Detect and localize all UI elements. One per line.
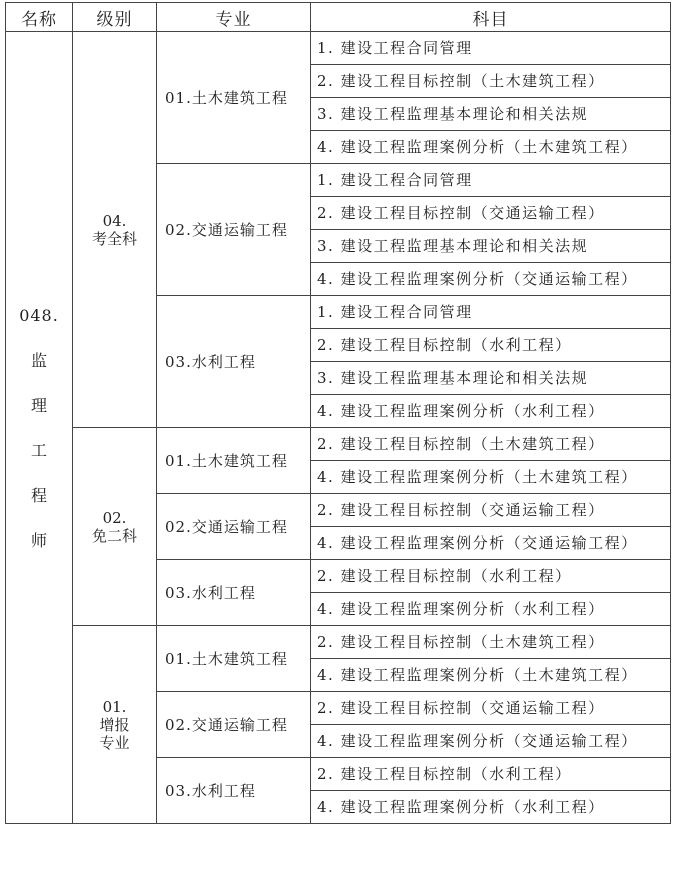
qualification-char: 程 [30,485,47,505]
major-cell: 01.土木建筑工程 [157,626,311,692]
qualification-char: 理 [30,395,47,415]
major-cell: 01.土木建筑工程 [157,428,311,494]
subject-cell: 4. 建设工程监理案例分析（土木建筑工程） [311,659,671,692]
exam-subject-table [5,2,671,824]
subject-cell: 2. 建设工程目标控制（交通运输工程） [311,692,671,725]
subject-cell: 3. 建设工程监理基本理论和相关法规 [311,230,671,263]
level-cell [73,428,157,626]
subject-cell: 3. 建设工程监理基本理论和相关法规 [311,98,671,131]
header-name: 名称 [6,3,73,32]
subject-cell: 2. 建设工程目标控制（土木建筑工程） [311,428,671,461]
header-row [6,3,671,32]
subject-cell: 4. 建设工程监理案例分析（水利工程） [311,593,671,626]
major-cell: 02.交通运输工程 [157,164,311,296]
header-subject: 科目 [311,3,671,32]
subject-cell: 2. 建设工程目标控制（水利工程） [311,560,671,593]
level-label-line: 增报 [99,715,130,734]
qualification-char: 师 [30,530,47,550]
subject-cell: 2. 建设工程目标控制（水利工程） [311,758,671,791]
qualification-char: 工 [30,440,47,460]
major-cell: 01.土木建筑工程 [157,32,311,164]
qualification-code: 048. [19,305,59,325]
table-row [6,626,671,659]
level-label: 免二科 [91,526,137,545]
level-code: 04. [102,211,127,230]
subject-cell: 1. 建设工程合同管理 [311,296,671,329]
subject-cell: 4. 建设工程监理案例分析（交通运输工程） [311,725,671,758]
header-major: 专业 [157,3,311,32]
major-cell: 03.水利工程 [157,560,311,626]
qualification-char: 监 [30,350,47,370]
major-cell: 02.交通运输工程 [157,494,311,560]
subject-cell: 4. 建设工程监理案例分析（土木建筑工程） [311,131,671,164]
header-level: 级别 [73,3,157,32]
subject-cell: 3. 建设工程监理基本理论和相关法规 [311,362,671,395]
subject-cell: 4. 建设工程监理案例分析（土木建筑工程） [311,461,671,494]
subject-cell: 2. 建设工程目标控制（土木建筑工程） [311,626,671,659]
subject-cell: 2. 建设工程目标控制（交通运输工程） [311,197,671,230]
table-row [6,32,671,65]
level-label-line: 专业 [99,733,130,752]
subject-cell: 2. 建设工程目标控制（土木建筑工程） [311,65,671,98]
major-cell: 03.水利工程 [157,758,311,824]
subject-cell: 2. 建设工程目标控制（交通运输工程） [311,494,671,527]
subject-cell: 1. 建设工程合同管理 [311,32,671,65]
major-cell: 03.水利工程 [157,296,311,428]
level-code: 01. [102,697,127,716]
level-code: 02. [102,508,127,527]
subject-cell: 2. 建设工程目标控制（水利工程） [311,329,671,362]
subject-cell: 4. 建设工程监理案例分析（交通运输工程） [311,263,671,296]
level-cell [73,32,157,428]
subject-cell: 4. 建设工程监理案例分析（水利工程） [311,395,671,428]
table-row [6,428,671,461]
major-cell: 02.交通运输工程 [157,692,311,758]
level-cell [73,626,157,824]
subject-cell: 4. 建设工程监理案例分析（交通运输工程） [311,527,671,560]
level-label: 考全科 [91,229,137,248]
qualification-name-cell [6,32,73,824]
subject-cell: 1. 建设工程合同管理 [311,164,671,197]
subject-cell: 4. 建设工程监理案例分析（水利工程） [311,791,671,824]
